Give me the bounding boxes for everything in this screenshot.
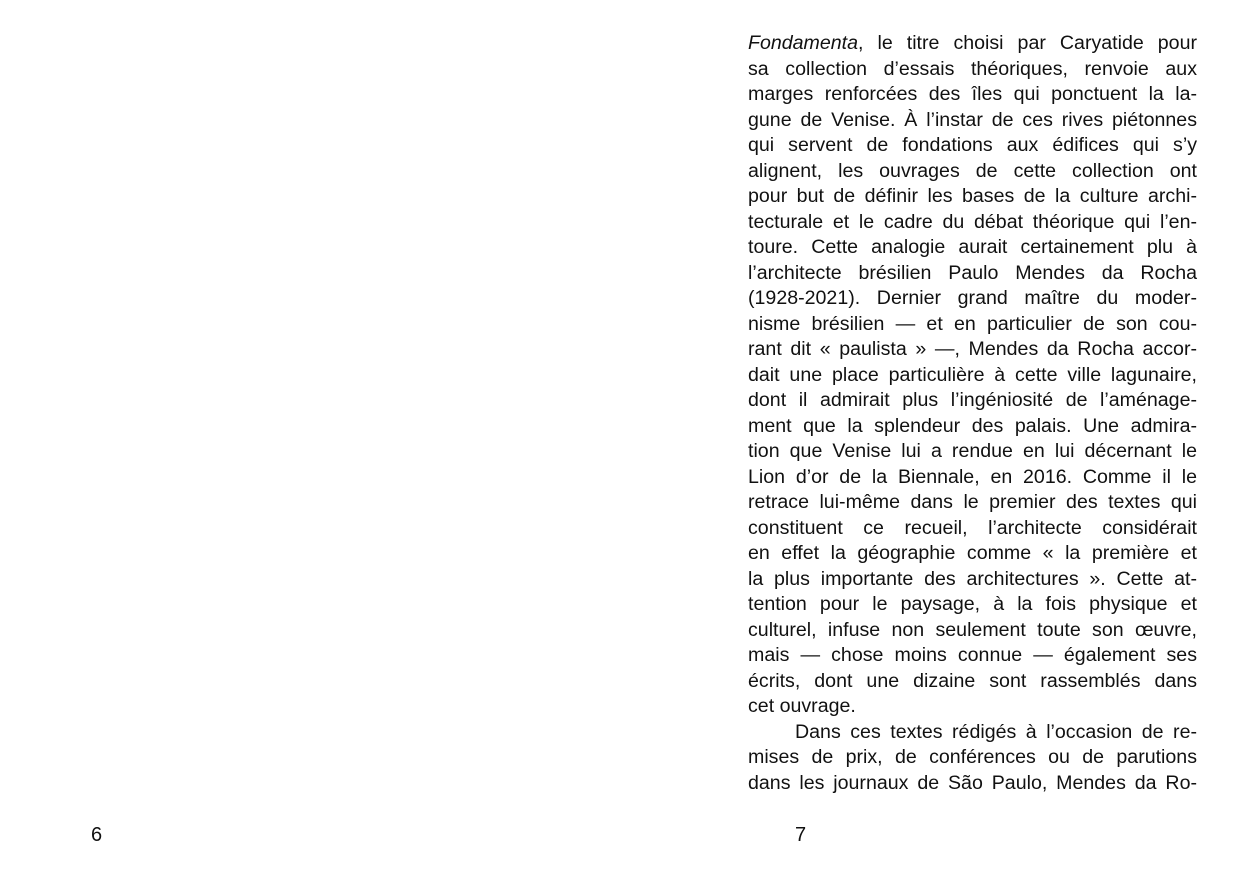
text-line: nisme brésilien — et en particulier de son cou- bbox=[748, 312, 1197, 335]
text-line: retrace lui-même dans le premier des textes qui bbox=[748, 491, 1197, 513]
text-line: dont il admirait plus l’ingéniosité de l’aménage- bbox=[748, 389, 1197, 411]
text-line: alignent, les ouvrages de cette collection ont bbox=[748, 159, 1197, 182]
text-line: pour but de définir les bases de la culture archi- bbox=[748, 185, 1197, 207]
text-line: gune de Venise. À l’instar de ces rives piétonnes bbox=[748, 108, 1197, 131]
text-line: tecturale et le cadre du débat théorique qui l’en- bbox=[748, 210, 1197, 233]
paragraph-end-line: cet ouvrage. bbox=[748, 695, 856, 717]
text-line: constituent ce recueil, l’architecte considérait bbox=[748, 516, 1197, 539]
text-line: ment que la splendeur des palais. Une admira- bbox=[748, 414, 1197, 437]
page-number-left: 6 bbox=[91, 824, 103, 846]
text-line: dait une place particulière à cette ville lagunaire, bbox=[748, 363, 1197, 386]
body-text bbox=[748, 31, 1197, 796]
page-number-right: 7 bbox=[795, 824, 807, 846]
text-line: dans les journaux de São Paulo, Mendes da Ro- bbox=[748, 771, 1197, 794]
text-line: mises de prix, de conférences ou de parutions bbox=[748, 746, 1197, 768]
paragraph-2-first-line: Dans ces textes rédigés à l’occasion de re- bbox=[795, 720, 1197, 743]
series-title-italic: Fondamenta bbox=[748, 32, 859, 54]
right-page bbox=[620, 0, 1240, 886]
text-line: qui servent de fondations aux édifices qui s’y bbox=[748, 134, 1197, 156]
text-line: tention pour le paysage, à la fois physique et bbox=[748, 593, 1197, 615]
text-line: tion que Venise lui a rendue en lui décernant le bbox=[748, 440, 1197, 462]
text-line-1-rest: , le titre choisi par Caryatide pour bbox=[858, 32, 1197, 54]
text-line-1 bbox=[748, 31, 1197, 57]
text-line: mais — chose moins connue — également ses bbox=[748, 644, 1197, 666]
text-line: culturel, infuse non seulement toute son œuvre, bbox=[748, 618, 1197, 641]
text-line: la plus importante des architectures ». Cette at- bbox=[748, 567, 1197, 590]
text-line: écrits, dont une dizaine sont rassemblés dans bbox=[748, 669, 1197, 692]
text-line: Lion d’or de la Biennale, en 2016. Comme il le bbox=[748, 465, 1197, 488]
text-line: sa collection d’essais théoriques, renvoie aux bbox=[748, 57, 1197, 80]
text-line: toure. Cette analogie aurait certainement plu à bbox=[748, 236, 1197, 258]
text-line: l’architecte brésilien Paulo Mendes da Rocha bbox=[748, 261, 1197, 284]
text-line: marges renforcées des îles qui ponctuent la la- bbox=[748, 83, 1197, 105]
text-line: (1928-2021). Dernier grand maître du moder- bbox=[748, 287, 1197, 309]
text-line: rant dit « paulista » —, Mendes da Rocha accor- bbox=[748, 338, 1197, 360]
text-line: en effet la géographie comme « la première et bbox=[748, 542, 1197, 564]
